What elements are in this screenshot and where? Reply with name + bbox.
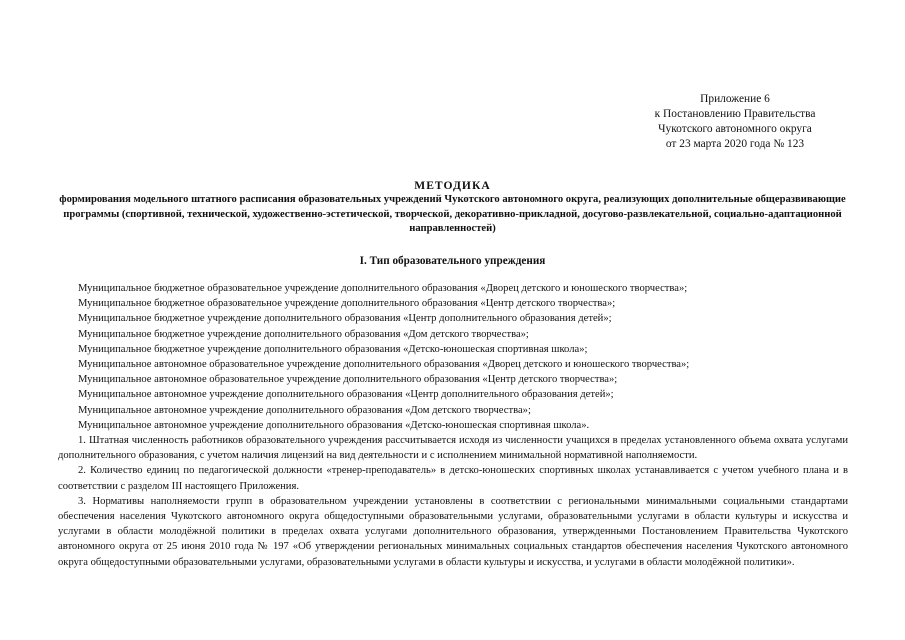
institution-item: Муниципальное бюджетное образовательное учреждение дополнительного образования «Дворец детского и юношеского творчества»; [78, 283, 688, 294]
appendix-line: Чукотского автономного округа [658, 123, 812, 135]
institution-item: Муниципальное автономное учреждение дополнительного образования «Детско-юношеская спортивная школа». [78, 419, 590, 431]
document-title: МЕТОДИКА [414, 179, 491, 192]
appendix-line: к Постановлению Правительства [654, 108, 816, 120]
institution-item: Муниципальное автономное учреждение дополнительного образования «Центр дополнительного образования детей»; [78, 389, 614, 401]
appendix-line: Приложение 6 [700, 93, 770, 105]
paragraph: 3. Нормативы наполняемости групп в образовательном учреждении установлены в соответствии с региональными минимальными социальными стандартами обеспечения населения Чукотского автономного округа общедоступными образовательными услугами, образовательными услугами в области культуры и искусства и услугами в области молодёжной политики в пределах охвата услугами дополнительного образования, утвержденными Постановлением Правительства Чукотского автономного округа от 25 июня 2010 года № 197 «Об утверждении региональных минимальных социальных стандартов обеспечения населения Чукотского автономного округа общедоступными образовательными услугами, образовательными услугами в области культуры и искусства, и услугами в области молодёжной политики». [58, 495, 848, 568]
institution-item: Муниципальное автономное образовательное учреждение дополнительного образования «Центр детского творчества»; [78, 374, 618, 386]
appendix-header [620, 92, 850, 152]
appendix-line: от 23 марта 2020 года № 123 [665, 138, 805, 150]
institution-item: Муниципальное бюджетное образовательное учреждение дополнительного образования «Центр детского творчества»; [78, 298, 616, 310]
paragraph: 1. Штатная численность работников образовательного учреждения рассчитывается исходя из численности учащихся в пределах установленного объема охвата услугами дополнительного образования, с учетом наличия лицензий на вид деятельности и с исполнением минимальной нормативной наполняемости. [58, 435, 848, 462]
section-heading: I. Тип образовательного упреждения [359, 255, 546, 267]
institution-item: Муниципальное автономное образовательное учреждение дополнительного образования «Дворец детского и юношеского творчества»; [78, 359, 690, 371]
document-body [58, 281, 848, 570]
paragraph: 2. Количество единиц по педагогической должности «тренер-преподаватель» в детско-юношеских спортивных школах устанавливается с учетом учебного плана и в соответствии с разделом III настоящего Приложения. [58, 465, 848, 492]
institution-item: Муниципальное бюджетное учреждение дополнительного образования «Детско-юношеская спортивная школа»; [78, 343, 588, 355]
institution-item: Муниципальное автономное учреждение дополнительного образования «Дом детского творчества»; [78, 404, 531, 416]
institution-item: Муниципальное бюджетное учреждение дополнительного образования «Дом детского творчества»; [78, 328, 529, 340]
document-subtitle: формирования модельного штатного расписания образовательных учреждений Чукотского автономного округа, реализующих дополнительные общеразвивающие программы (спортивной, технической, художественно-эстетической, творческой, декоративно-прикладной, досугово-развлекательной, социально-адаптационной направленностей) [59, 194, 846, 234]
institution-item: Муниципальное бюджетное учреждение дополнительного образования «Центр дополнительного образования детей»; [78, 313, 612, 325]
